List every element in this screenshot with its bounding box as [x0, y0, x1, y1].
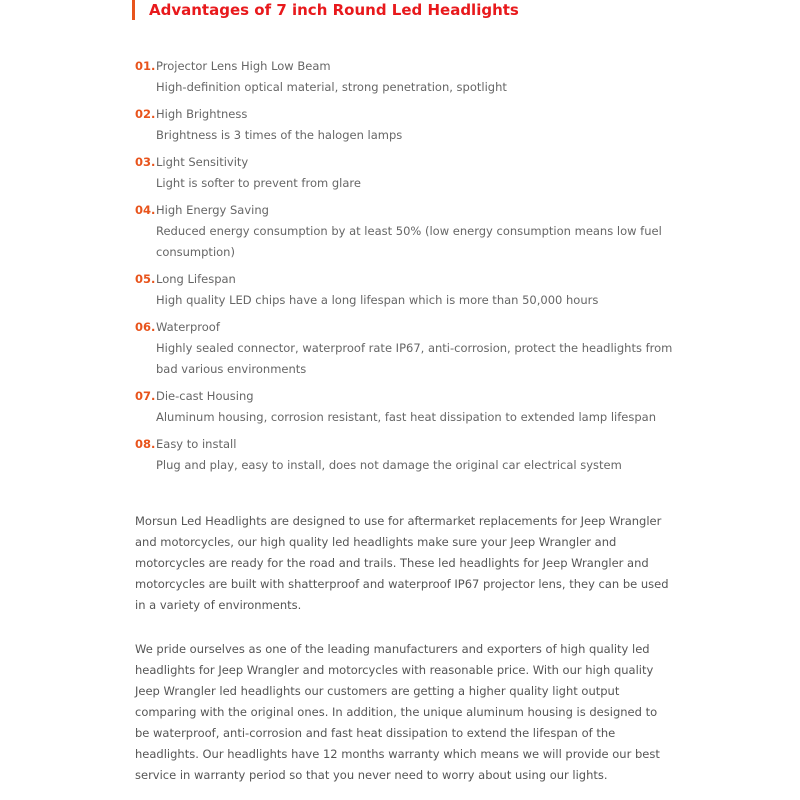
- list-item: [135, 152, 695, 194]
- heading-accent-bar: [132, 0, 135, 20]
- item-description: Aluminum housing, corrosion resistant, fast heat dissipation to extended lamp lifespan: [156, 410, 656, 424]
- item-number: 07.: [135, 389, 156, 403]
- list-item: [135, 386, 695, 428]
- item-number: 02.: [135, 107, 156, 121]
- item-number: 03.: [135, 155, 156, 169]
- item-description: Reduced energy consumption by at least 50% (low energy consumption means low fuel consumption): [156, 224, 662, 259]
- item-number: 06.: [135, 320, 156, 334]
- list-item: [135, 317, 695, 380]
- item-description: Highly sealed connector, waterproof rate IP67, anti-corrosion, protect the headlights from bad various environments: [156, 341, 673, 376]
- item-title: Projector Lens High Low Beam: [156, 59, 331, 73]
- item-number: 05.: [135, 272, 156, 286]
- item-description: Plug and play, easy to install, does not damage the original car electrical system: [156, 458, 622, 472]
- item-title: Light Sensitivity: [156, 155, 249, 169]
- item-number: 01.: [135, 59, 156, 73]
- item-title: Die-cast Housing: [156, 389, 254, 403]
- list-item: [135, 269, 695, 311]
- item-description: High-definition optical material, strong penetration, spotlight: [156, 80, 507, 94]
- item-title: High Brightness: [156, 107, 248, 121]
- advantages-list: [135, 56, 695, 482]
- item-number: 08.: [135, 437, 156, 451]
- item-number: 04.: [135, 203, 156, 217]
- item-title: High Energy Saving: [156, 203, 269, 217]
- section-heading: [132, 0, 519, 20]
- list-item: [135, 434, 695, 476]
- item-title: Long Lifespan: [156, 272, 236, 286]
- item-description: Brightness is 3 times of the halogen lamps: [156, 128, 403, 142]
- about-paragraph: We pride ourselves as one of the leading manufacturers and exporters of high quality led headlights for Jeep Wrangler and motorcycles with reasonable price. With our high quality Jeep Wrangler led headlights our customers are getting a higher quality light output comparing with the original ones. In addition, the unique aluminum housing is designed to be waterproof, anti-corrosion and fast heat dissipation to extend the lifespan of the headlights. Our headlights have 12 months warranty which means we will provide our best service in warranty period so that you never need to worry about using our lights.: [135, 642, 660, 782]
- list-item: [135, 104, 695, 146]
- list-item: [135, 200, 695, 263]
- item-description: Light is softer to prevent from glare: [156, 176, 361, 190]
- item-title: Waterproof: [156, 320, 220, 334]
- item-title: Easy to install: [156, 437, 237, 451]
- list-item: [135, 56, 695, 98]
- heading-title: Advantages of 7 inch Round Led Headlights: [149, 1, 519, 19]
- intro-paragraph: Morsun Led Headlights are designed to use for aftermarket replacements for Jeep Wrangler and motorcycles, our high quality led headlights make sure your Jeep Wrangler and motorcycles are ready for the road and trails. These led headlights for Jeep Wrangler and motorcycles are built with shatterproof and waterproof IP67 projector lens, they can be used in a variety of environments.: [135, 514, 669, 612]
- item-description: High quality LED chips have a long lifespan which is more than 50,000 hours: [156, 293, 599, 307]
